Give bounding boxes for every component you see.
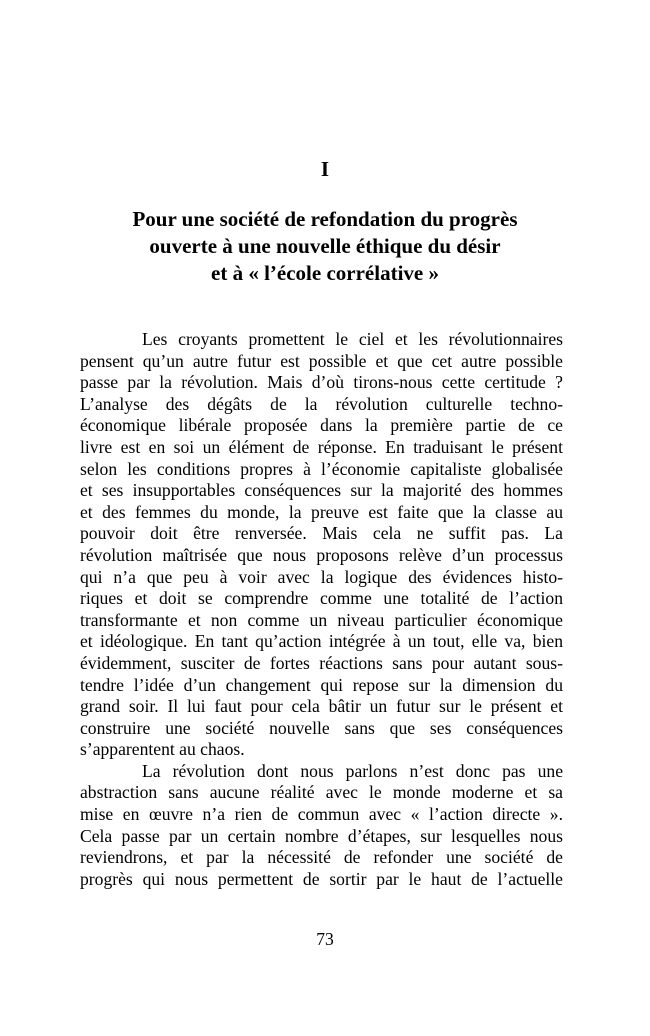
text-line: et des femmes du monde, la preuve est faite que la classe au	[80, 501, 563, 522]
text-line: s’apparentent au chaos.	[80, 739, 245, 760]
text-line: passe par la révolution. Mais d’où tirons-nous cette certitude ?	[80, 372, 563, 393]
text-line: mise en œuvre n’a rien de commun avec « l’action directe ».	[80, 804, 563, 825]
chapter-title-line: Pour une société de refondation du progrès	[132, 207, 518, 231]
text-line: grand soir. Il lui faut pour cela bâtir un futur sur le présent et	[80, 696, 563, 717]
text-line: tendre l’idée d’un changement qui repose sur la dimension du	[80, 674, 563, 695]
text-line: Cela passe par un certain nombre d’étapes, sur lesquelles nous	[80, 825, 563, 846]
paragraph	[80, 761, 563, 891]
text-line: et ses insupportables conséquences sur la majorité des hommes	[80, 480, 563, 501]
page-number: 73	[316, 929, 334, 949]
text-line: livre est en soi un élément de réponse. En traduisant le présent	[80, 436, 563, 457]
text-line: pensent qu’un autre futur est possible et que cet autre possible	[80, 350, 563, 371]
text-line: construire une société nouvelle sans que ses conséquences	[80, 717, 563, 738]
text-line: La révolution dont nous parlons n’est donc pas une	[142, 760, 563, 781]
chapter-title	[0, 206, 650, 287]
text-line: pouvoir doit être renversée. Mais cela ne suffit pas. La	[80, 523, 563, 544]
text-line: économique libérale proposée dans la première partie de ce	[80, 415, 563, 436]
text-line: reviendrons, et par la nécessité de refonder une société de	[80, 847, 563, 868]
body-text	[80, 329, 563, 890]
chapter-number: I	[320, 157, 330, 181]
text-line: selon les conditions propres à l’économie capitaliste globalisée	[80, 458, 563, 479]
text-line: progrès qui nous permettent de sortir par le haut de l’actuelle	[80, 868, 563, 889]
text-line: abstraction sans aucune réalité avec le monde moderne et sa	[80, 782, 563, 803]
text-line: évidemment, susciter de fortes réactions sans pour autant sous-	[80, 652, 563, 673]
paragraph	[80, 329, 563, 761]
text-line: Les croyants promettent le ciel et les révolutionnaires	[142, 329, 563, 349]
chapter-title-line: ouverte à une nouvelle éthique du désir	[149, 234, 501, 258]
text-line: riques et doit se comprendre comme une totalité de l’action	[80, 588, 563, 609]
text-line: L’analyse des dégâts de la révolution culturelle techno-	[80, 393, 563, 414]
text-line: révolution maîtrisée que nous proposons relève d’un processus	[80, 544, 563, 565]
chapter-title-line: et à « l’école corrélative »	[211, 261, 439, 285]
text-line: qui n’a que peu à voir avec la logique des évidences histo-	[80, 566, 563, 587]
text-line: transformante et non comme un niveau particulier économique	[80, 609, 563, 630]
text-line: et idéologique. En tant qu’action intégrée à un tout, elle va, bien	[80, 631, 563, 652]
